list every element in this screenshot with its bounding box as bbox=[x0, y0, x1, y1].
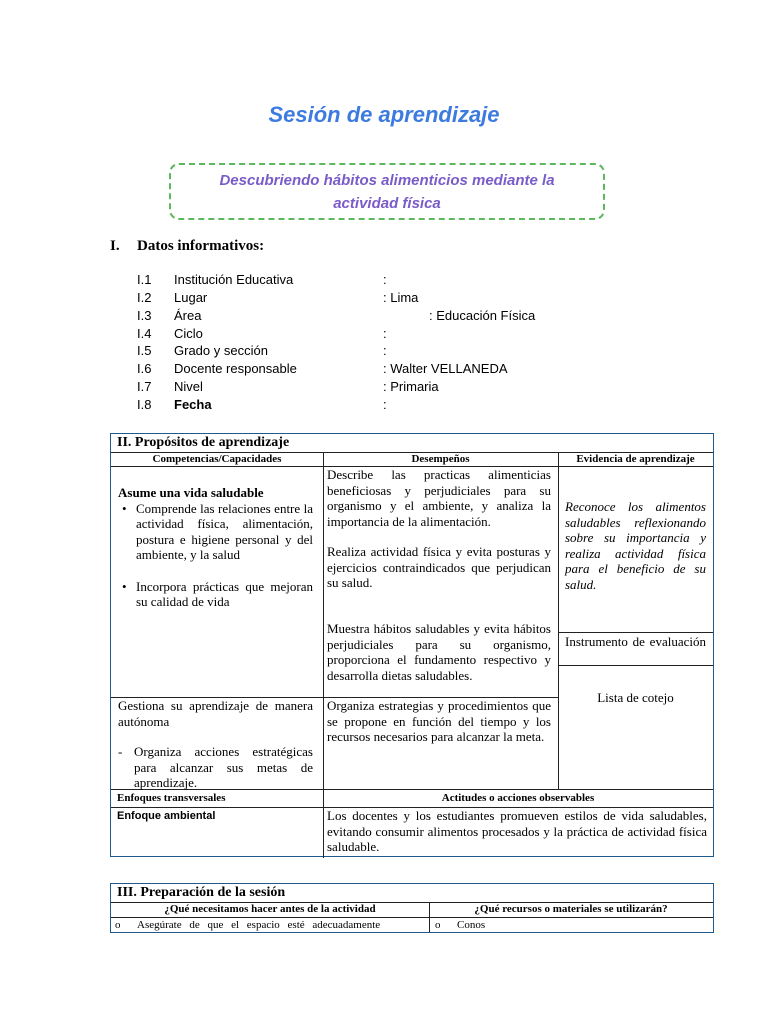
info-num: I.3 bbox=[137, 308, 152, 323]
prep-row-right bbox=[435, 918, 705, 932]
competency-1-bullet-2 bbox=[118, 579, 313, 610]
competency-1-cell bbox=[118, 485, 313, 610]
competency-1-title: Asume una vida saludable bbox=[118, 485, 264, 500]
info-label: Fecha bbox=[174, 397, 212, 412]
session-subtitle-box bbox=[169, 163, 605, 220]
section-1-title: Datos informativos: bbox=[137, 238, 265, 254]
enfoque-name: Enfoque ambiental bbox=[117, 810, 216, 822]
instrumento-label: Instrumento de evaluación bbox=[565, 634, 706, 649]
page-title: Sesión de aprendizaje bbox=[268, 102, 500, 127]
desempeno-1b: Realiza actividad física y evita posturas y ejercicios contraindicados que perjudican su salud. bbox=[327, 544, 551, 590]
info-num: I.8 bbox=[137, 397, 152, 412]
competency-2-item bbox=[118, 744, 313, 791]
info-label: Grado y sección bbox=[174, 343, 268, 358]
info-label: Ciclo bbox=[174, 326, 203, 341]
col-header-competencias: Competencias/Capacidades bbox=[152, 453, 282, 465]
info-num: I.1 bbox=[137, 272, 152, 287]
info-num: I.4 bbox=[137, 326, 152, 341]
col-header-desempenos: Desempeños bbox=[411, 453, 470, 465]
info-num: I.6 bbox=[137, 361, 152, 376]
info-label: Lugar bbox=[174, 290, 208, 305]
desempeno-1c: Muestra hábitos saludables y evita hábitos perjudiciales para su organismo, proporciona el fundamento respectivo y desarrolla dietas saludables. bbox=[327, 621, 551, 683]
prep-left-text: Asegúrate de que el espacio esté adecuadamente bbox=[137, 919, 381, 931]
competency-1-bullet-1 bbox=[118, 501, 313, 563]
item-text: Organiza acciones estratégicas para alcanzar sus metas de aprendizaje. bbox=[134, 744, 313, 790]
info-value: : Primaria bbox=[383, 379, 439, 394]
info-value: : bbox=[383, 326, 387, 341]
bullet-dot: • bbox=[122, 578, 127, 594]
dash-symbol: - bbox=[118, 744, 123, 759]
prep-col-header-resources: ¿Qué recursos o materiales se utilizarán? bbox=[474, 903, 668, 915]
prep-right-text: Conos bbox=[457, 919, 486, 931]
info-num: I.2 bbox=[137, 290, 152, 305]
info-value: : bbox=[383, 397, 387, 412]
info-num: I.5 bbox=[137, 343, 152, 358]
enfoque-text: Los docentes y los estudiantes promueven estilos de vida saludables, evitando consumir alimentos procesados y la práctica de actividad física saludable. bbox=[327, 808, 707, 854]
prep-row-left bbox=[115, 918, 425, 932]
info-value: : Educación Física bbox=[429, 308, 536, 323]
session-subtitle: Descubriendo hábitos alimenticios mediante la actividad física bbox=[219, 171, 555, 212]
info-value: : Walter VELLANEDA bbox=[383, 361, 508, 376]
purposes-table bbox=[110, 433, 714, 857]
enfoques-header: Enfoques transversales bbox=[117, 792, 226, 804]
actitudes-header: Actitudes o acciones observables bbox=[441, 792, 595, 804]
bullet-text: Incorpora prácticas que mejoran su calidad de vida bbox=[136, 578, 313, 609]
section-1-heading bbox=[110, 238, 264, 255]
competency-2-title: Gestiona su aprendizaje de manera autónoma bbox=[118, 698, 313, 729]
evidencia-text: Reconoce los alimentos saludables reflexionando sobre su importancia y realiza actividad física para el beneficio de su salud. bbox=[565, 499, 706, 592]
bullet-dot: • bbox=[122, 500, 127, 516]
info-num: I.7 bbox=[137, 379, 152, 394]
desempeno-2: Organiza estrategias y procedimientos que se propone en función del tiempo y los recursos necesarios para alcanzar la meta. bbox=[327, 698, 551, 744]
col-header-evidencia: Evidencia de aprendizaje bbox=[576, 453, 695, 465]
info-value: : bbox=[383, 343, 387, 358]
bullet-text: Comprende las relaciones entre la actividad física, alimentación, postura e higiene personal y del ambiente, y la salud bbox=[136, 500, 313, 562]
info-value: : Lima bbox=[383, 290, 419, 305]
info-label: Docente responsable bbox=[174, 361, 297, 376]
circle-bullet: o bbox=[115, 919, 121, 931]
info-value: : bbox=[383, 272, 387, 287]
info-label: Institución Educativa bbox=[174, 272, 294, 287]
info-label: Área bbox=[174, 308, 202, 323]
preparation-table bbox=[110, 883, 714, 933]
instrumento-value: Lista de cotejo bbox=[597, 690, 674, 705]
section-3-heading: III. Preparación de la sesión bbox=[117, 885, 286, 900]
section-2-heading: II. Propósitos de aprendizaje bbox=[117, 435, 290, 450]
prep-col-header-before: ¿Qué necesitamos hacer antes de la actividad bbox=[164, 903, 376, 915]
competency-2-cell bbox=[118, 698, 313, 791]
info-label: Nivel bbox=[174, 379, 203, 394]
desempeno-1a: Describe las practicas alimenticias beneficiosas y perjudiciales para su organismo y el ambiente, y analiza la importancia de la alimentación. bbox=[327, 467, 551, 529]
circle-bullet: o bbox=[435, 919, 441, 931]
section-1-number: I. bbox=[110, 238, 120, 254]
